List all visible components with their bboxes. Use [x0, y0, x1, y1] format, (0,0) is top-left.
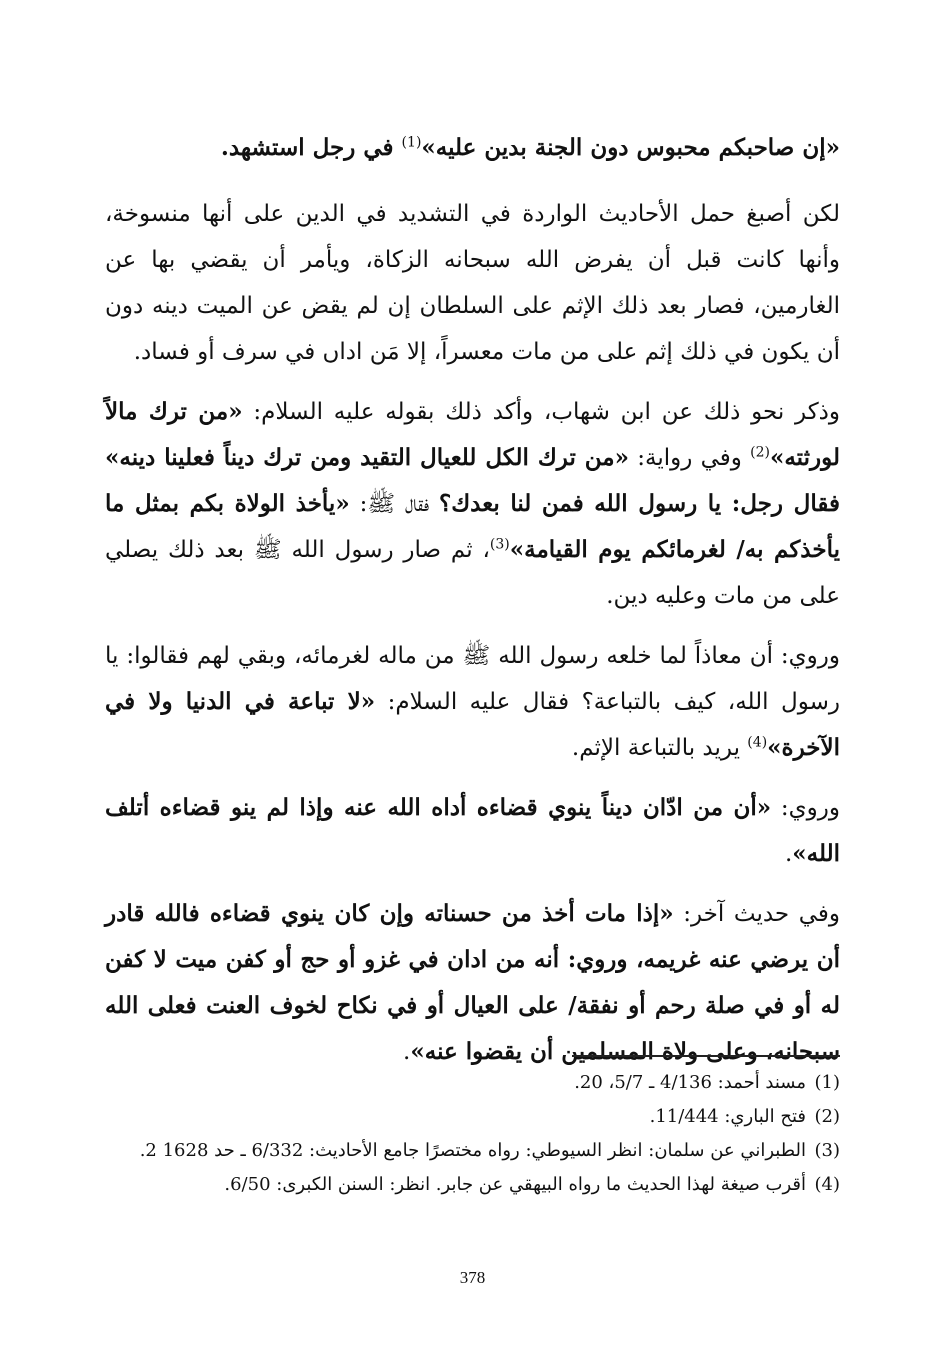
paragraph-6	[105, 891, 840, 1075]
paragraph-text: لكن أصبغ حمل الأحاديث الواردة في التشديد في الدين على أنها منسوخة، وأنها كانت قبل أن يفرض الله سبحانه الزكاة، ويأمر أن يقضي بها عن الغارمين، فصار بعد ذلك الإثم على السلطان إن لم يقض عن الميت دينه دون أن يكون في ذلك إثم على من مات معسراً، إلا مَن اداں في سرف أو فساد.	[105, 201, 840, 365]
hadith-quote: يا رسول الله فمن لنا بعدك؟	[439, 490, 722, 517]
footnote-ref-2: (2)	[750, 444, 770, 461]
hadith-quote: «من ترك مالاً لورثته»	[105, 398, 840, 471]
paragraph-2	[105, 191, 840, 375]
footnote-item	[105, 1170, 840, 1200]
footnote-ref-3: (3)	[489, 536, 510, 553]
footnote-ref-1: (1)	[401, 134, 422, 151]
footnote-item	[105, 1068, 840, 1098]
paragraph-text: وفي حديث آخر:	[673, 901, 840, 927]
footnote-text: مسند أحمد: 4/136 ـ 5/7، 20.	[574, 1072, 806, 1093]
hadith-quote: «إذا مات أخذ من حسناته وإن كان ينوي قضاءه فالله قادر أن يرضي عنه غريمه	[105, 900, 840, 973]
paragraph-text: يريد بالتباعة الإثم.	[571, 735, 748, 761]
paragraph-4	[105, 633, 840, 771]
paragraph-5	[105, 785, 840, 877]
footnote-divider	[572, 1055, 840, 1057]
footnotes	[105, 1068, 840, 1204]
paragraph-text: .	[784, 841, 793, 867]
footnote-text: الطبراني عن سلمان: انظر السيوطي: رواه مختصرًا جامع الأحاديث: 6/332 ـ حد 1628 2.	[139, 1140, 806, 1161]
paragraph-text: وروي:	[771, 795, 840, 821]
main-text	[105, 125, 840, 1089]
hadith-quote: «أن من ادّان ديناً ينوي قضاءه أداه الله عنه وإذا لم ينو قضاءه أتلف الله»	[105, 794, 840, 867]
footnote-item	[105, 1102, 840, 1132]
paragraph-text: وذكر نحو ذلك عن ابن شهاب، وأكد ذلك بقوله عليه السلام:	[242, 399, 841, 425]
hadith-quote: «لا تباعة في الدنيا ولا في الآخرة»	[105, 688, 840, 761]
paragraph-text: ، وروي:	[559, 946, 644, 973]
hadith-quote: «يأخذ الولاة بكم بمثل ما يأخذكم به/ لغرمائكم يوم القيامة»	[105, 490, 840, 563]
paragraph-1	[105, 125, 840, 171]
footnote-ref-4: (4)	[747, 734, 768, 751]
footnote-text: أقرب صيغة لهذا الحديث ما رواه البيهقي عن جابر. انظر: السنن الكبرى: 6/50.	[224, 1174, 806, 1195]
footnote-text: فتح الباري: 11/444.	[649, 1106, 806, 1127]
footnote-number: (3)	[814, 1140, 840, 1161]
paragraph-text: في رجل استشهد.	[220, 134, 402, 161]
paragraph-text: ، ثم صار رسول الله ﷺ بعد ذلك يصلي على من مات وعليه دين.	[105, 537, 840, 609]
hadith-quote: أنه من ادان في غزو أو حج أو كفن ميت لا كفن له أو في صلة رحم أو نفقة/ على العيال أو في نكاح لخوف العنت فعلى الله سبحانه، وعلى ولاة المسلمين أن يقضوا عنه»	[105, 946, 840, 1065]
hadith-quote: «إن صاحبكم محبوس دون الجنة بدين عليه»	[421, 134, 840, 161]
footnote-number: (4)	[814, 1174, 840, 1195]
paragraph-3	[105, 389, 840, 619]
paragraph-text: وروي: أن معاذاً لما خلعه رسول الله ﷺ من ماله لغرمائه، وبقي لهم فقالوا: يا رسول الله، كيف بالتباعة؟ فقال عليه السلام:	[105, 643, 840, 715]
paragraph-text: .	[403, 1039, 411, 1065]
hadith-quote: «من ترك الكل للعيال التقيد ومن ترك ديناً فعلينا دينه»	[105, 444, 630, 471]
footnote-item	[105, 1136, 840, 1166]
paragraph-text: فقال رجل:	[721, 490, 840, 517]
paragraph-text: وفي رواية:	[629, 445, 751, 471]
footnote-number: (1)	[814, 1072, 840, 1093]
page-number: 378	[459, 1268, 486, 1287]
footnote-number: (2)	[814, 1106, 840, 1127]
paragraph-text: فقال ﷺ:	[349, 491, 440, 517]
